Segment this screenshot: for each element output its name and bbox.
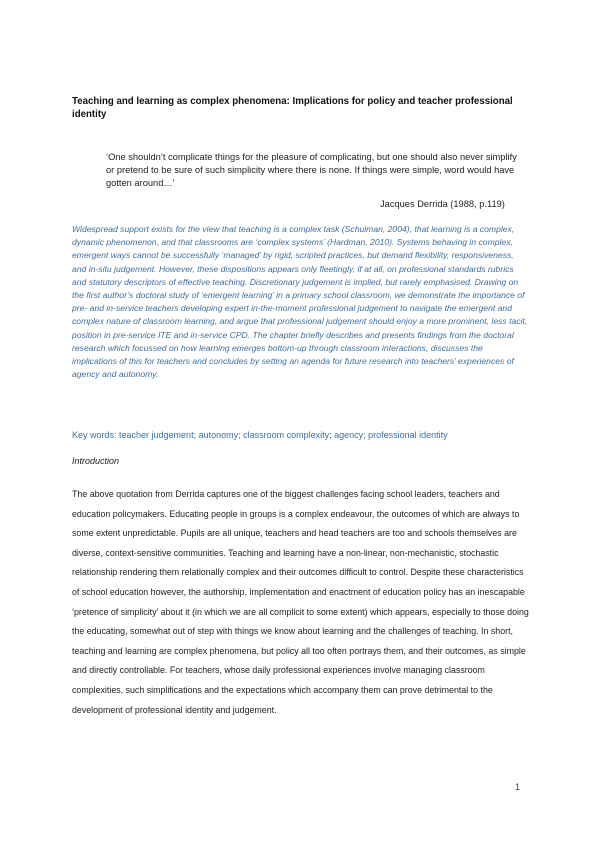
abstract-paragraph: Widespread support exists for the view that teaching is a complex task (Schulman, 2004), that learning is a complex, dynamic phenomenon, and that classrooms are ‘complex systems’ (Hardman, 2010). Systems behaving in complex, emergent ways cannot be successfully ‘managed’ by rigid, scripted practices, but demand flexibility, responsiveness, and in-situ judgement. However, these dispositions appears only fleetingly, if at all, on professional standards rubrics and statutory descriptors of effective teaching. Discretionary judgement is implied, but rarely emphasised. Drawing on the first author’s doctoral study of ‘emergent learning’ in a primary school classroom, we demonstrate the importance of pre- and in-service teachers developing expert in-the-moment professional judgement to navigate the emergent and complex nature of classroom learning, and argue that professional judgement should enjoy a more prominent, less tacit, position in pre-service ITE and in-service CPD. The chapter briefly describes and presents findings from the doctoral research which focussed on how learning emerges bottom-up through classroom interactions, discusses the implications of this for teachers and concludes by setting an agenda for future research into teachers’ experiences of agency and autonomy.: [72, 224, 528, 380]
section-heading-introduction: Introduction: [72, 456, 120, 466]
epigraph-quote: ‘One shouldn’t complicate things for the pleasure of complicating, but one should also never simplify or pretend to be sure of such simplicity where there is none. If things were simple, word would have gotten around…’: [106, 152, 517, 188]
keywords-line: Key words: teacher judgement; autonomy; classroom complexity; agency; professional identity: [72, 430, 448, 440]
body-paragraph: The above quotation from Derrida captures one of the biggest challenges facing school leaders, teachers and education policymakers. Educating people in groups is a complex endeavour, the outcomes of which are always to some extent unpredictable. Pupils are all unique, teachers and head teachers are too and schools themselves are diverse, context-sensitive communities. Teaching and learning have a non-linear, non-mechanistic, stochastic relationship rendering them relationally complex and their outcomes difficult to control. Despite these characteristics of school education however, the authorship, implementation and enactment of education policy has an inescapable ‘pretence of simplicity’ about it (in which we are all complicit to some extent) which appears, especially to those doing the educating, somewhat out of step with things we know about learning and the challenges of teaching. In short, teaching and learning are complex phenomena, but policy all too often portrays them, and their outcomes, as simple and directly controllable. For teachers, whose daily professional experiences involve managing classroom complexities, such simplifications and the expectations which accompany them can prove detrimental to the development of professional identity and judgement.: [72, 489, 529, 715]
paper-title: Teaching and learning as complex phenomena: Implications for policy and teacher professional identity: [72, 96, 513, 120]
epigraph-attribution: Jacques Derrida (1988, p.119): [380, 199, 505, 209]
page-number: 1: [515, 782, 521, 792]
